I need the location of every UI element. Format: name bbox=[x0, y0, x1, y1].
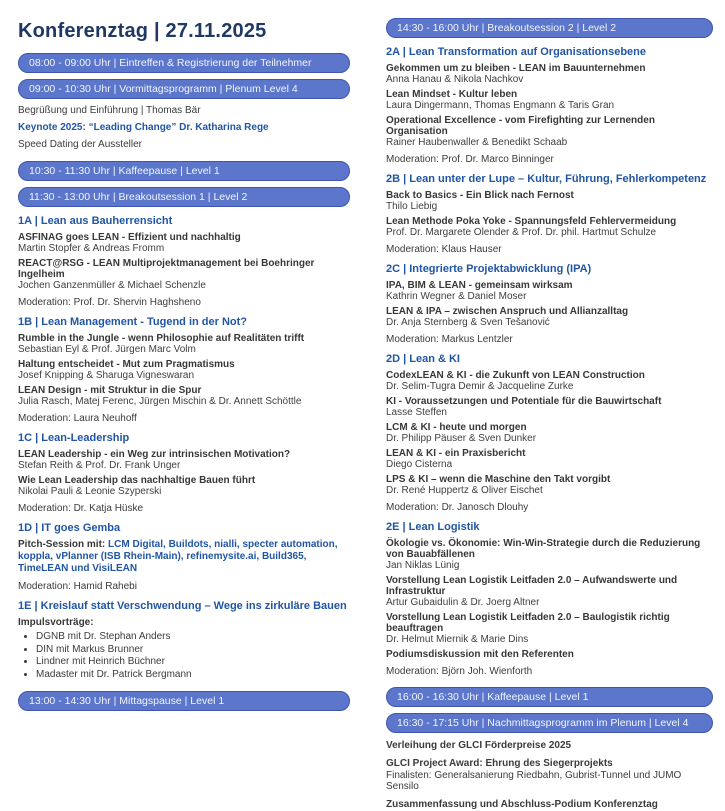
talk-title: Back to Basics - Ein Blick nach Fernost bbox=[386, 190, 574, 201]
talk-title: Gekommen um zu bleiben - LEAN im Bauunternehmen bbox=[386, 63, 646, 74]
pitch-session-vendors: LCM Digital, Buildots, nialli, specter automation, koppla, vPlanner (ISB Rhein-Main), refinemysite.ai, Build365, TimeLEAN und VisiLEAN bbox=[18, 539, 338, 574]
talk-title: LEAN Leadership - ein Weg zur intrinsischen Motivation? bbox=[18, 449, 291, 460]
talk-title: KI - Voraussetzungen und Potentiale für die Bauwirtschaft bbox=[386, 396, 662, 407]
impulse-talk-item: • DIN mit Markus Brunner bbox=[36, 644, 350, 657]
talk-title: Rumble in the Jungle - wenn Philosophie auf Realitäten trifft bbox=[18, 333, 305, 344]
talk-title: Wie Lean Leadership das nachhaltige Bauen führt bbox=[18, 475, 256, 486]
right-column bbox=[386, 6, 713, 811]
moderation-line: Moderation: Prof. Dr. Marco Binninger bbox=[386, 154, 554, 165]
talk bbox=[18, 333, 350, 355]
talk-speakers: Jochen Ganzenmüller & Michael Schenzle bbox=[18, 280, 206, 291]
keynote-line: Keynote 2025: “Leading Change” Dr. Katharina Rege bbox=[18, 122, 269, 133]
talk bbox=[386, 63, 713, 85]
timeslot-lunch-break: 13:00 - 14:30 Uhr | Mittagspause | Level 1 bbox=[18, 691, 350, 711]
talk-title: Lean Mindset - Kultur leben bbox=[386, 89, 518, 100]
closing-summary-line: Zusammenfassung und Abschluss-Podium Konferenztag bbox=[386, 799, 658, 810]
moderation-line: Moderation: Klaus Hauser bbox=[386, 244, 502, 255]
talk-title: LPS & KI – wenn die Maschine den Takt vorgibt bbox=[386, 474, 611, 485]
moderation-line: Moderation: Hamid Rahebi bbox=[18, 581, 137, 592]
talk bbox=[386, 422, 713, 444]
moderation-line: Moderation: Laura Neuhoff bbox=[18, 413, 137, 424]
session-1c bbox=[18, 432, 350, 514]
session-heading: 2D | Lean & KI bbox=[386, 353, 460, 365]
pitch-session-line bbox=[18, 539, 350, 575]
talk bbox=[386, 370, 713, 392]
impulse-talk-item: • DGNB mit Dr. Stephan Anders bbox=[36, 631, 350, 644]
session-2d bbox=[386, 353, 713, 513]
session-heading: 1A | Lean aus Bauherrensicht bbox=[18, 215, 173, 227]
impulse-talks-list bbox=[24, 631, 350, 681]
talk-title: Lean Methode Poka Yoke - Spannungsfeld Fehlervermeidung bbox=[386, 216, 677, 227]
talk-title: LEAN & KI - ein Praxisbericht bbox=[386, 448, 526, 459]
timeslot-breakout-session-2: 14:30 - 16:00 Uhr | Breakoutsession 2 | Level 2 bbox=[386, 18, 713, 38]
timeslot-registration: 08:00 - 09:00 Uhr | Eintreffen & Registrierung der Teilnehmer bbox=[18, 53, 350, 73]
talk bbox=[386, 115, 713, 148]
talk bbox=[386, 538, 713, 571]
session-1e bbox=[18, 600, 350, 681]
talk-speakers: Kathrin Wegner & Daniel Moser bbox=[386, 291, 527, 302]
project-award-line: GLCI Project Award: Ehrung des Siegerprojekts bbox=[386, 758, 613, 769]
talk-speakers: Sebastian Eyl & Prof. Jürgen Marc Volm bbox=[18, 344, 196, 355]
talk-speakers: Dr. Selim-Tugra Demir & Jacqueline Zurke bbox=[386, 381, 574, 392]
talk bbox=[386, 89, 713, 111]
talk bbox=[386, 306, 713, 328]
talk bbox=[18, 475, 350, 497]
talk bbox=[386, 448, 713, 470]
talk-speakers: Lasse Steffen bbox=[386, 407, 447, 418]
session-heading: 1E | Kreislauf statt Verschwendung – Wege ins zirkuläre Bauen bbox=[18, 600, 347, 612]
session-heading: 1B | Lean Management - Tugend in der Not? bbox=[18, 316, 247, 328]
timeslot-coffee-break-1: 10:30 - 11:30 Uhr | Kaffeepause | Level 1 bbox=[18, 161, 350, 181]
session-1d bbox=[18, 522, 350, 592]
talk bbox=[18, 359, 350, 381]
moderation-line: Moderation: Dr. Katja Hüske bbox=[18, 503, 144, 514]
talk-speakers: Martin Stopfer & Andreas Fromm bbox=[18, 243, 165, 254]
session-1a bbox=[18, 215, 350, 308]
talk-title: LEAN & IPA – zwischen Anspruch und Allianzalltag bbox=[386, 306, 629, 317]
talk bbox=[18, 258, 350, 291]
talk-speakers: Josef Knipping & Sharuga Vigneswaran bbox=[18, 370, 195, 381]
talk bbox=[18, 449, 350, 471]
timeslot-morning-program: 09:00 - 10:30 Uhr | Vormittagsprogramm | Plenum Level 4 bbox=[18, 79, 350, 99]
talk-speakers: Prof. Dr. Margarete Olender & Prof. Dr. phil. Hartmut Schulze bbox=[386, 227, 657, 238]
talk-speakers: Diego Cisterna bbox=[386, 459, 453, 470]
moderation-line: Moderation: Björn Joh. Wienforth bbox=[386, 666, 533, 677]
left-column bbox=[18, 6, 350, 811]
talk-title: IPA, BIM & LEAN - gemeinsam wirksam bbox=[386, 280, 573, 291]
speed-dating-line: Speed Dating der Aussteller bbox=[18, 139, 142, 150]
pitch-session-label: Pitch-Session mit: bbox=[18, 539, 106, 550]
talk bbox=[18, 385, 350, 407]
moderation-line: Moderation: Prof. Dr. Shervin Haghsheno bbox=[18, 297, 201, 308]
talk-title: LEAN Design - mit Struktur in die Spur bbox=[18, 385, 202, 396]
impulse-talks-label: Impulsvorträge: bbox=[18, 617, 94, 628]
talk-title: REACT@RSG - LEAN Multiprojektmanagement bei Boehringer Ingelheim bbox=[18, 258, 315, 280]
talk bbox=[386, 396, 713, 418]
session-heading: 2B | Lean unter der Lupe – Kultur, Führung, Fehlerkompetenz bbox=[386, 173, 707, 185]
talk-title: CodexLEAN & KI - die Zukunft von LEAN Construction bbox=[386, 370, 645, 381]
talk bbox=[386, 612, 713, 645]
session-heading: 2E | Lean Logistik bbox=[386, 521, 480, 533]
talk-speakers: Stefan Reith & Prof. Dr. Frank Unger bbox=[18, 460, 181, 471]
page-title: Konferenztag | 27.11.2025 bbox=[18, 20, 267, 42]
talk bbox=[386, 190, 713, 212]
timeslot-afternoon-program: 16:30 - 17:15 Uhr | Nachmittagsprogramm im Plenum | Level 4 bbox=[386, 713, 713, 733]
talk-title: Vorstellung Lean Logistik Leitfaden 2.0 – Aufwandswerte und Infrastruktur bbox=[386, 575, 678, 597]
session-heading: 2A | Lean Transformation auf Organisationsebene bbox=[386, 46, 647, 58]
timeslot-breakout-session-1: 11:30 - 13:00 Uhr | Breakoutsession 1 | Level 2 bbox=[18, 187, 350, 207]
session-2c bbox=[386, 263, 713, 345]
project-award-finalists: Finalisten: Generalsanierung Riedbahn, Gubrist-Tunnel und JUMO Sensilo bbox=[386, 770, 682, 792]
talk-speakers: Nikolai Pauli & Leonie Szyperski bbox=[18, 486, 162, 497]
talk-speakers: Dr. Helmut Miernik & Marie Dins bbox=[386, 634, 529, 645]
session-2e bbox=[386, 521, 713, 677]
talk-speakers: Artur Gubaidulin & Dr. Joerg Altner bbox=[386, 597, 540, 608]
talk-speakers: Dr. Anja Sternberg & Sven Tešanović bbox=[386, 317, 550, 328]
talk-title: Podiumsdiskussion mit den Referenten bbox=[386, 649, 574, 660]
talk-title: Operational Excellence - vom Firefighting zur Lernenden Organisation bbox=[386, 115, 655, 137]
talk-speakers: Laura Dingermann, Thomas Engmann & Taris Gran bbox=[386, 100, 615, 111]
closing-block bbox=[386, 740, 713, 810]
session-heading: 1D | IT goes Gemba bbox=[18, 522, 121, 534]
talk-speakers: Jan Niklas Lünig bbox=[386, 560, 460, 571]
impulse-talk-item: • Lindner mit Heinrich Büchner bbox=[36, 656, 350, 669]
talk-title: Vorstellung Lean Logistik Leitfaden 2.0 – Baulogistik richtig beauftragen bbox=[386, 612, 670, 634]
talk-title: LCM & KI - heute und morgen bbox=[386, 422, 527, 433]
award-ceremony-line: Verleihung der GLCI Förderpreise 2025 bbox=[386, 740, 572, 751]
session-1b bbox=[18, 316, 350, 424]
talk-speakers: Thilo Liebig bbox=[386, 201, 438, 212]
talk bbox=[386, 216, 713, 238]
timeslot-coffee-break-2: 16:00 - 16:30 Uhr | Kaffeepause | Level 1 bbox=[386, 687, 713, 707]
talk-title: ASFINAG goes LEAN - Effizient und nachhaltig bbox=[18, 232, 241, 243]
talk bbox=[386, 649, 713, 660]
morning-welcome-line: Begrüßung und Einführung | Thomas Bär bbox=[18, 105, 201, 116]
session-heading: 1C | Lean-Leadership bbox=[18, 432, 130, 444]
talk-title: Ökologie vs. Ökonomie: Win-Win-Strategie durch die Reduzierung von Bauabfällenen bbox=[386, 538, 701, 560]
talk-title: Haltung entscheidet - Mut zum Pragmatismus bbox=[18, 359, 235, 370]
talk bbox=[18, 232, 350, 254]
talk-speakers: Julia Rasch, Matej Ferenc, Jürgen Mischin & Dr. Annett Schöttle bbox=[18, 396, 302, 407]
talk-speakers: Dr. Philipp Päuser & Sven Dunker bbox=[386, 433, 537, 444]
talk bbox=[386, 280, 713, 302]
impulse-talk-item: • Madaster mit Dr. Patrick Bergmann bbox=[36, 669, 350, 682]
moderation-line: Moderation: Dr. Janosch Dlouhy bbox=[386, 502, 529, 513]
talk-speakers: Dr. René Huppertz & Oliver Eischet bbox=[386, 485, 543, 496]
talk-speakers: Anna Hanau & Nikola Nachkov bbox=[386, 74, 524, 85]
talk-speakers: Rainer Haubenwaller & Benedikt Schaab bbox=[386, 137, 568, 148]
talk bbox=[386, 474, 713, 496]
session-2b bbox=[386, 173, 713, 255]
session-heading: 2C | Integrierte Projektabwicklung (IPA) bbox=[386, 263, 592, 275]
talk bbox=[386, 575, 713, 608]
session-2a bbox=[386, 46, 713, 165]
moderation-line: Moderation: Markus Lentzler bbox=[386, 334, 513, 345]
